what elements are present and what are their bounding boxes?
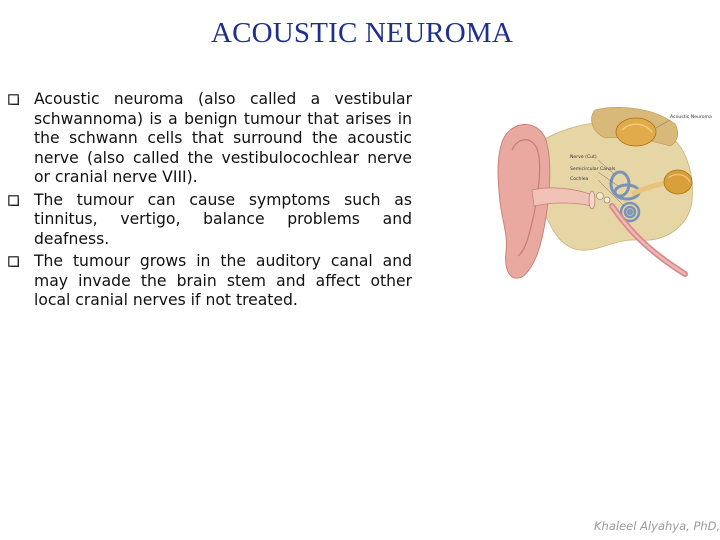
acoustic-neuroma-upper xyxy=(616,118,656,146)
hollow-square-bullet-icon xyxy=(8,256,19,267)
label-nerve: Nerve (Cut) xyxy=(570,155,597,160)
footer-author: Khaleel Alyahya, PhD, xyxy=(594,519,720,533)
bullet-item xyxy=(8,90,412,188)
acoustic-neuroma-tumour xyxy=(664,170,692,194)
label-acoustic-neuroma: Acoustic Neuroma xyxy=(670,115,712,120)
label-cochlea: Cochlea xyxy=(570,177,589,182)
hollow-square-bullet-icon xyxy=(8,195,19,206)
bullet-text: Acoustic neuroma (also called a vestibular schwannoma) is a benign tumour that arises in the schwann cells that surround the acoustic nerve (also called the vestibulocochlear nerve or cranial nerve VIII). xyxy=(34,90,412,186)
bullet-item xyxy=(8,252,412,311)
hollow-square-bullet-icon xyxy=(8,94,19,105)
bullet-text: The tumour grows in the auditory canal and may invade the brain stem and affect other local cranial nerves if not treated. xyxy=(34,252,412,309)
slide-title: ACOUSTIC NEUROMA xyxy=(210,17,514,49)
ossicle xyxy=(597,193,604,200)
ossicle xyxy=(604,197,610,203)
label-semicircular-canals: Semicircular Canals xyxy=(570,167,616,172)
bullet-list xyxy=(8,90,412,314)
ear-drum xyxy=(589,191,595,209)
ear-anatomy-illustration xyxy=(480,102,720,286)
bullet-item xyxy=(8,191,412,250)
bullet-text: The tumour can cause symptoms such as tinnitus, vertigo, balance problems and deafness. xyxy=(34,190,412,248)
